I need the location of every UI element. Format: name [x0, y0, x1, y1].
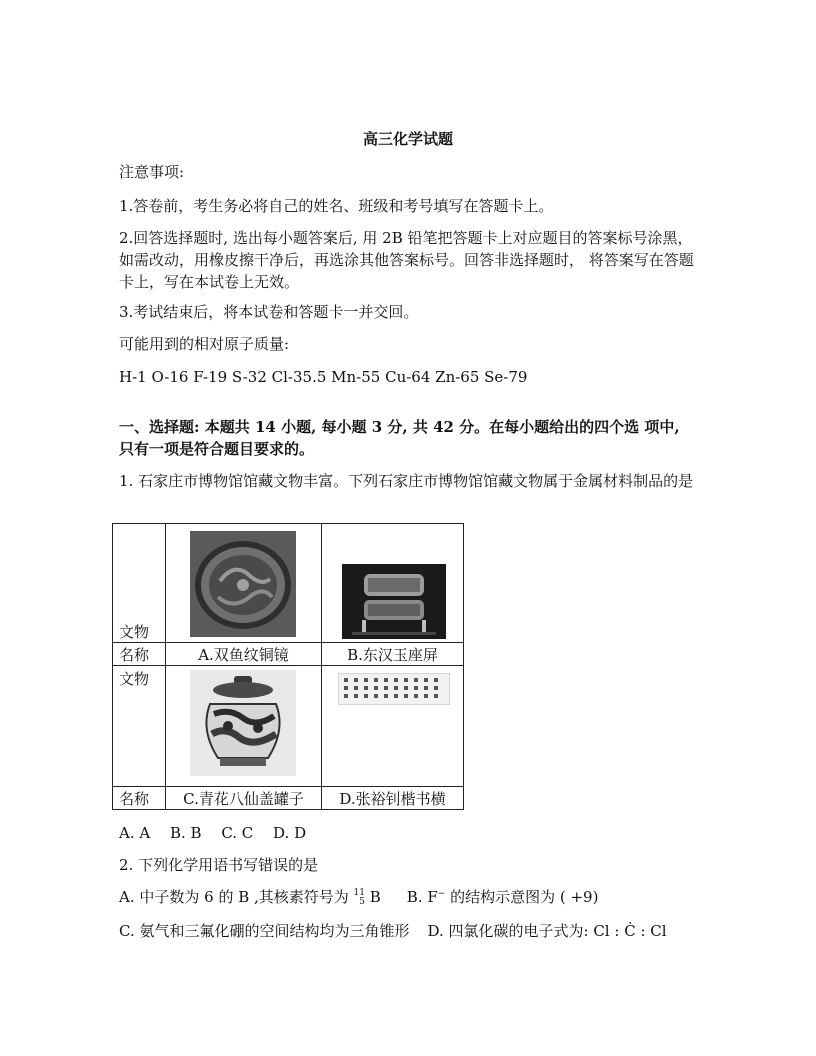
relic-image-c-cell [166, 666, 322, 787]
question-2-options-ab [119, 886, 598, 911]
relic-name-c: C.青花八仙盖罐子 [166, 787, 322, 810]
mass-number: 11 [353, 888, 365, 898]
row-label-relic-1: 文物 [113, 524, 166, 643]
relic-name-a: A.双鱼纹铜镜 [166, 643, 322, 666]
notice-item-3: 3.考试结束后，将本试卷和答题卡一并交回。 [119, 303, 419, 321]
section-1-heading: 一、选择题: 本题共 14 小题, 每小题 3 分, 共 42 分。在每小题给出的四个选 项中, 只有一项是符合题目要求的。 [119, 418, 680, 458]
option-d-text: D. 四氯化碳的电子式为: Cl : Ċ : Cl [427, 922, 667, 940]
question-2-stem: 2. 下列化学用语书写错误的是 [119, 856, 319, 874]
nuclide-numbers [354, 889, 365, 907]
relic-image-d-cell [322, 666, 464, 787]
option-b-text: B. F [406, 888, 438, 906]
option-a-text: A. 中子数为 6 的 B ,其核素符号为 [119, 888, 354, 906]
option-b-rest: 的结构示意图为 ( +9) [445, 888, 599, 906]
row-label-relic-2: 文物 [113, 666, 166, 787]
porcelain-jar-image [190, 670, 296, 776]
relic-table [112, 523, 464, 810]
notice-item-2: 2.回答选择题时, 选出每小题答案后, 用 2B 铅笔把答题卡上对应题目的答案标号涂黑，如需改动，用橡皮擦干净后，再选涂其他答案标号。回答非选择题时， 将答案写在答题卡上，写在本试卷上无效。 [119, 229, 694, 291]
jade-screen-image [342, 564, 446, 639]
nuclide-symbol: B [365, 888, 381, 906]
calligraphy-scroll-image [338, 673, 450, 705]
row-label-name-2: 名称 [113, 787, 166, 810]
notice-item-1: 1.答卷前，考生务必将自己的姓名、班级和考号填写在答题卡上。 [119, 197, 554, 215]
atomic-number: 5 [359, 897, 365, 907]
relic-image-b-cell [322, 524, 464, 643]
row-label-name-1: 名称 [113, 643, 166, 666]
atomic-mass-list: H-1 O-16 F-19 S-32 Cl-35.5 Mn-55 Cu-64 Zn-65 Se-79 [119, 368, 528, 386]
relic-name-b: B.东汉玉座屏 [322, 643, 464, 666]
relic-image-a-cell [166, 524, 322, 643]
page-title: 高三化学试题 [362, 130, 453, 148]
atomic-mass-heading: 可能用到的相对原子质量: [119, 335, 290, 353]
notice-heading: 注意事项: [119, 163, 185, 181]
question-1-stem: 1. 石家庄市博物馆馆藏文物丰富。下列石家庄市博物馆馆藏文物属于金属材料制品的是 [119, 472, 694, 490]
bronze-mirror-image [190, 531, 296, 637]
option-b-charge: − [437, 889, 446, 899]
option-c-text: C. 氨气和三氟化硼的空间结构均为三角锥形 [119, 922, 410, 940]
question-1-options: A. A B. B C. C D. D [119, 824, 307, 842]
question-2-options-cd [119, 920, 667, 942]
relic-name-d: D.张裕钊楷书横 [322, 787, 464, 810]
